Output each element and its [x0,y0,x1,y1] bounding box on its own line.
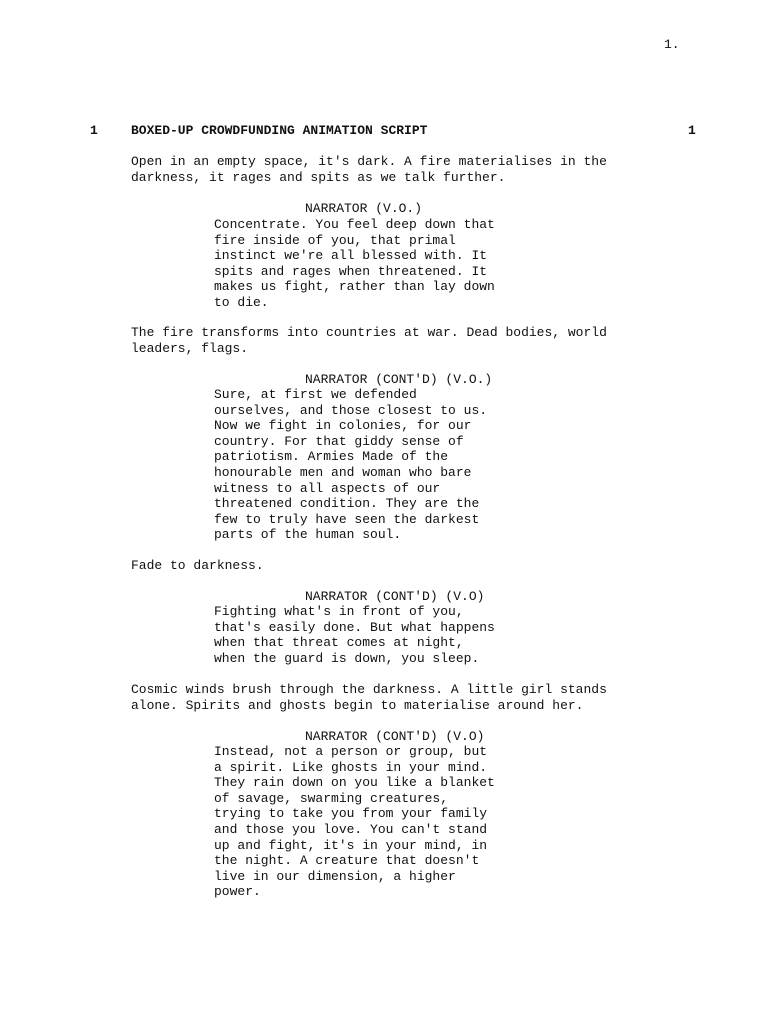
dialogue-line: power. [214,884,261,900]
action-block [131,558,264,574]
character-block [305,589,484,605]
dialogue-line: to die. [214,294,269,310]
dialogue-line: Instead, not a person or group, but [214,744,488,759]
action-block [131,154,607,185]
character-line: NARRATOR (CONT'D) (V.O) [305,729,485,744]
dialogue-line: a spirit. Like ghosts in your mind. [214,759,488,775]
dialogue-line: live in our dimension, a higher [214,868,456,884]
dialogue-line: when that threat comes at night, [214,635,464,651]
dialogue-line: parts of the human soul. [214,527,402,543]
dialogue-block [214,604,495,666]
scene-heading: BOXED-UP CROWDFUNDING ANIMATION SCRIPT [131,123,428,138]
character-block [305,729,484,745]
dialogue-line: Concentrate. You feel deep down that [214,217,495,232]
dialogue-block [214,744,495,900]
dialogue-line: spits and rages when threatened. It [214,263,488,279]
dialogue-line: and those you love. You can't stand [214,821,488,837]
dialogue-line: Now we fight in colonies, for our [214,418,472,434]
dialogue-line: when the guard is down, you sleep. [214,650,480,666]
character-line: NARRATOR (V.O.) [305,201,423,216]
action-line: alone. Spirits and ghosts begin to materialise around her. [131,697,584,713]
action-line: Open in an empty space, it's dark. A fire materialises in the [131,154,607,169]
dialogue-line: makes us fight, rather than lay down [214,279,495,295]
dialogue-line: patriotism. Armies Made of the [214,449,449,465]
dialogue-line: that's easily done. But what happens [214,619,495,635]
dialogue-line: threatened condition. They are the [214,496,480,512]
dialogue-line: witness to all aspects of our [214,480,441,496]
dialogue-line: the night. A creature that doesn't [214,853,480,869]
action-line: Fade to darkness. [131,558,264,573]
character-line: NARRATOR (CONT'D) (V.O.) [305,372,493,387]
action-line: Cosmic winds brush through the darkness. A little girl stands [131,682,607,697]
dialogue-line: They rain down on you like a blanket [214,775,495,791]
dialogue-line: instinct we're all blessed with. It [214,248,488,264]
dialogue-block [214,387,487,543]
dialogue-line: of savage, swarming creatures, [214,790,449,806]
dialogue-line: up and fight, it's in your mind, in [214,837,488,853]
character-block [305,201,422,217]
dialogue-line: honourable men and woman who bare [214,464,472,480]
action-line: darkness, it rages and spits as we talk further. [131,169,506,185]
action-line: leaders, flags. [131,340,249,356]
dialogue-line: trying to take you from your family [214,806,488,822]
scene-number-left: 1 [90,123,98,138]
dialogue-line: country. For that giddy sense of [214,433,464,449]
page-number: 1. [664,37,680,52]
action-block [131,682,607,713]
character-block [305,372,492,388]
dialogue-line: Fighting what's in front of you, [214,604,464,619]
action-line: The fire transforms into countries at war. Dead bodies, world [131,325,607,340]
dialogue-line: Sure, at first we defended [214,387,417,402]
action-block [131,325,607,356]
dialogue-line: few to truly have seen the darkest [214,511,480,527]
scene-number-right: 1 [688,123,696,138]
dialogue-block [214,217,495,311]
character-line: NARRATOR (CONT'D) (V.O) [305,589,485,604]
dialogue-line: fire inside of you, that primal [214,232,456,248]
dialogue-line: ourselves, and those closest to us. [214,402,488,418]
